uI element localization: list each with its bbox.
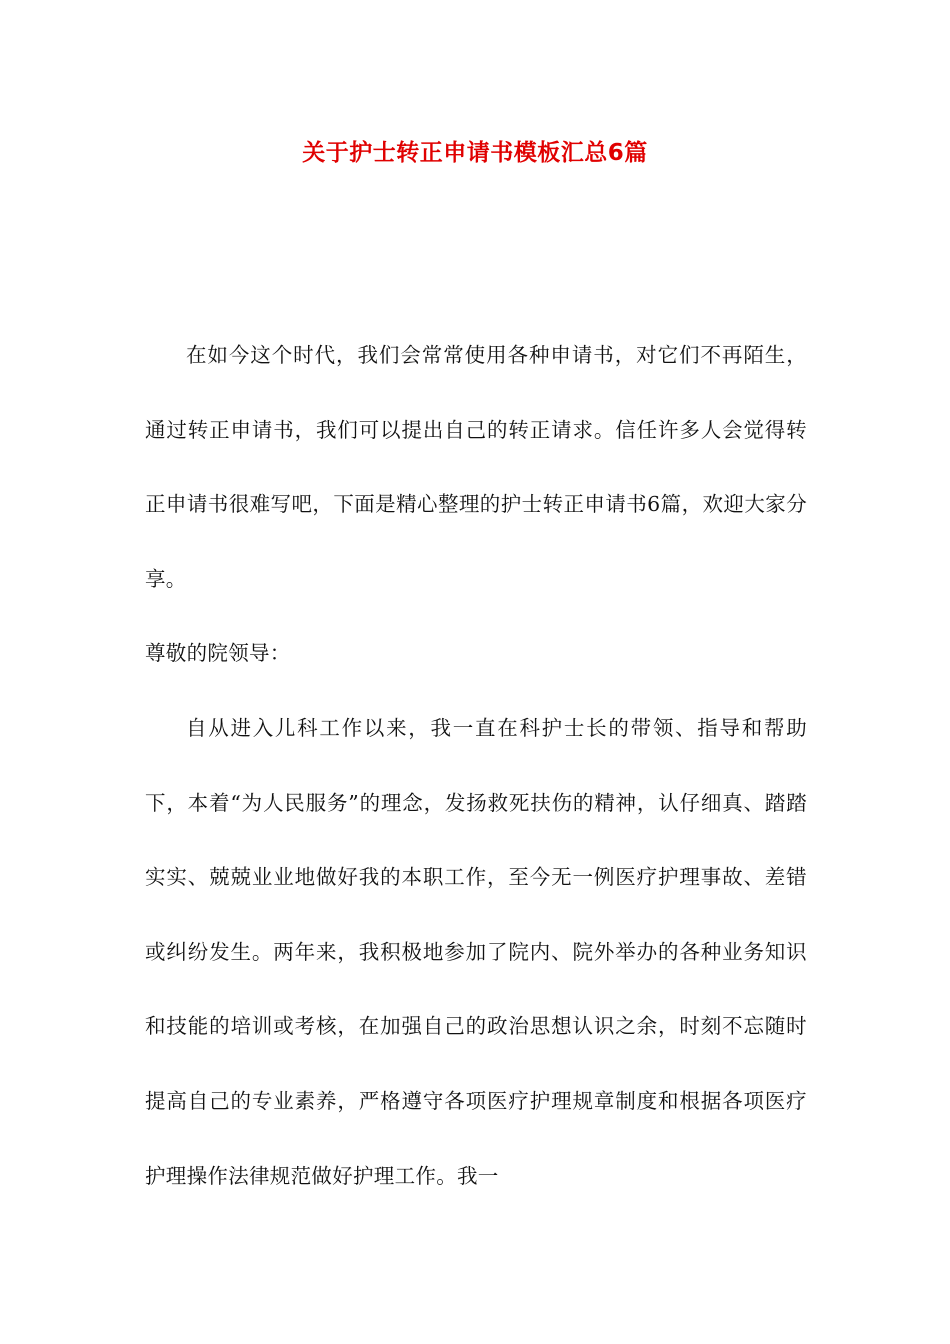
- document-body: [145, 318, 807, 1213]
- salutation: 尊敬的院领导：: [145, 641, 291, 666]
- document-title: 关于护士转正申请书模板汇总6篇: [302, 140, 648, 166]
- intro-paragraph: 在如今这个时代，我们会常常使用各种申请书，对它们不再陌生，通过转正申请书，我们可以提出自己的转正请求。信任许多人会觉得转正申请书很难写吧，下面是精心整理的护士转正申请书6篇，欢迎大家分享。: [145, 343, 807, 591]
- body-paragraph: 自从进入儿科工作以来，我一直在科护士长的带领、指导和帮助下，本着“为人民服务”的理念，发扬救死扶伤的精神，认仔细真、踏踏实实、兢兢业业地做好我的本职工作，至今无一例医疗护理事故、差错或纠纷发生。两年来，我积极地参加了院内、院外举办的各种业务知识和技能的培训或考核，在加强自己的政治思想认识之余，时刻不忘随时提高自己的专业素养，严格遵守各项医疗护理规章制度和根据各项医疗护理操作法律规范做好护理工作。我一: [145, 715, 807, 1188]
